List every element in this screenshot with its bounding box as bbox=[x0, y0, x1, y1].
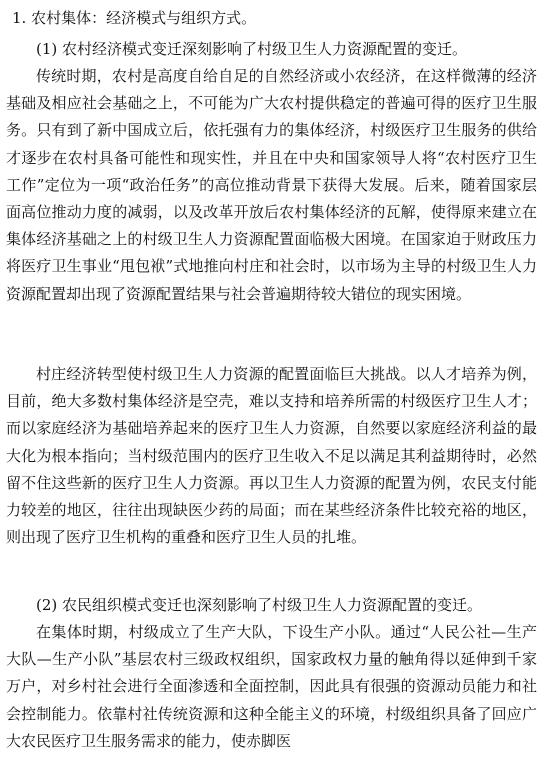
section-heading: 1. 农村集体：经济模式与组织方式。 bbox=[12, 9, 257, 27]
paragraph-village-economy: 村庄经济转型使村级卫生人力资源的配置面临巨大挑战。以人才培养为例，目前，绝大多数村集体经济是空壳，难以支持和培养所需的村级医疗卫生人才；而以家庭经济为基础培养起来的医疗卫生人力资源，自然要以家庭经济利益的最大化为根本指向；当村级范围内的医疗卫生收入不足以满足其利益期待时，必然留不住这些新的医疗卫生人力资源。再以卫生人力资源的配置为例，农民支付能力较差的地区，往往出现缺医少药的局面；而在某些经济条件比较充裕的地区，则出现了医疗卫生机构的重叠和医疗卫生人员的扎堆。 bbox=[6, 365, 537, 547]
paragraph-collective-period: 在集体时期，村级成立了生产大队，下设生产小队。通过“人民公社—生产大队—生产小队”基层农村三级政权组织，国家政权力量的触角得以延伸到千家万户，对乡村社会进行全面渗透和全面控制，因此具有很强的资源动员能力和社会控制能力。依靠村社传统资源和这种全能主义的环境，村级组织具备了回应广大农民医疗卫生服务需求的能力，使赤脚医 bbox=[6, 623, 537, 750]
paragraph-traditional-period: 传统时期，农村是高度自给自足的自然经济或小农经济，在这样微薄的经济基础及相应社会基础之上，不可能为广大农村提供稳定的普遍可得的医疗卫生服务。只有到了新中国成立后，依托强有力的集体经济，村级医疗卫生服务的供给才逐步在农村具备可能性和现实性，并且在中央和国家领导人将“农村医疗卫生工作”定位为一项“政治任务”的高位推动背景下获得大发展。后来，随着国家层面高位推动力度的减弱，以及改革开放后农村集体经济的瓦解，使得原来建立在集体经济基础之上的村级卫生人力资源配置面临极大困境。在国家迫于财政压力将医疗卫生事业“甩包袱”式地推向村庄和社会时，以市场为主导的村级卫生人力资源配置却出现了资源配置结果与社会普遍期待较大错位的现实困境。 bbox=[6, 67, 537, 303]
subheading-organization-model: (2) 农民组织模式变迁也深刻影响了村级卫生人力资源配置的变迁。 bbox=[36, 596, 483, 614]
subheading-economic-model: (1) 农村经济模式变迁深刻影响了村级卫生人力资源配置的变迁。 bbox=[36, 40, 468, 58]
